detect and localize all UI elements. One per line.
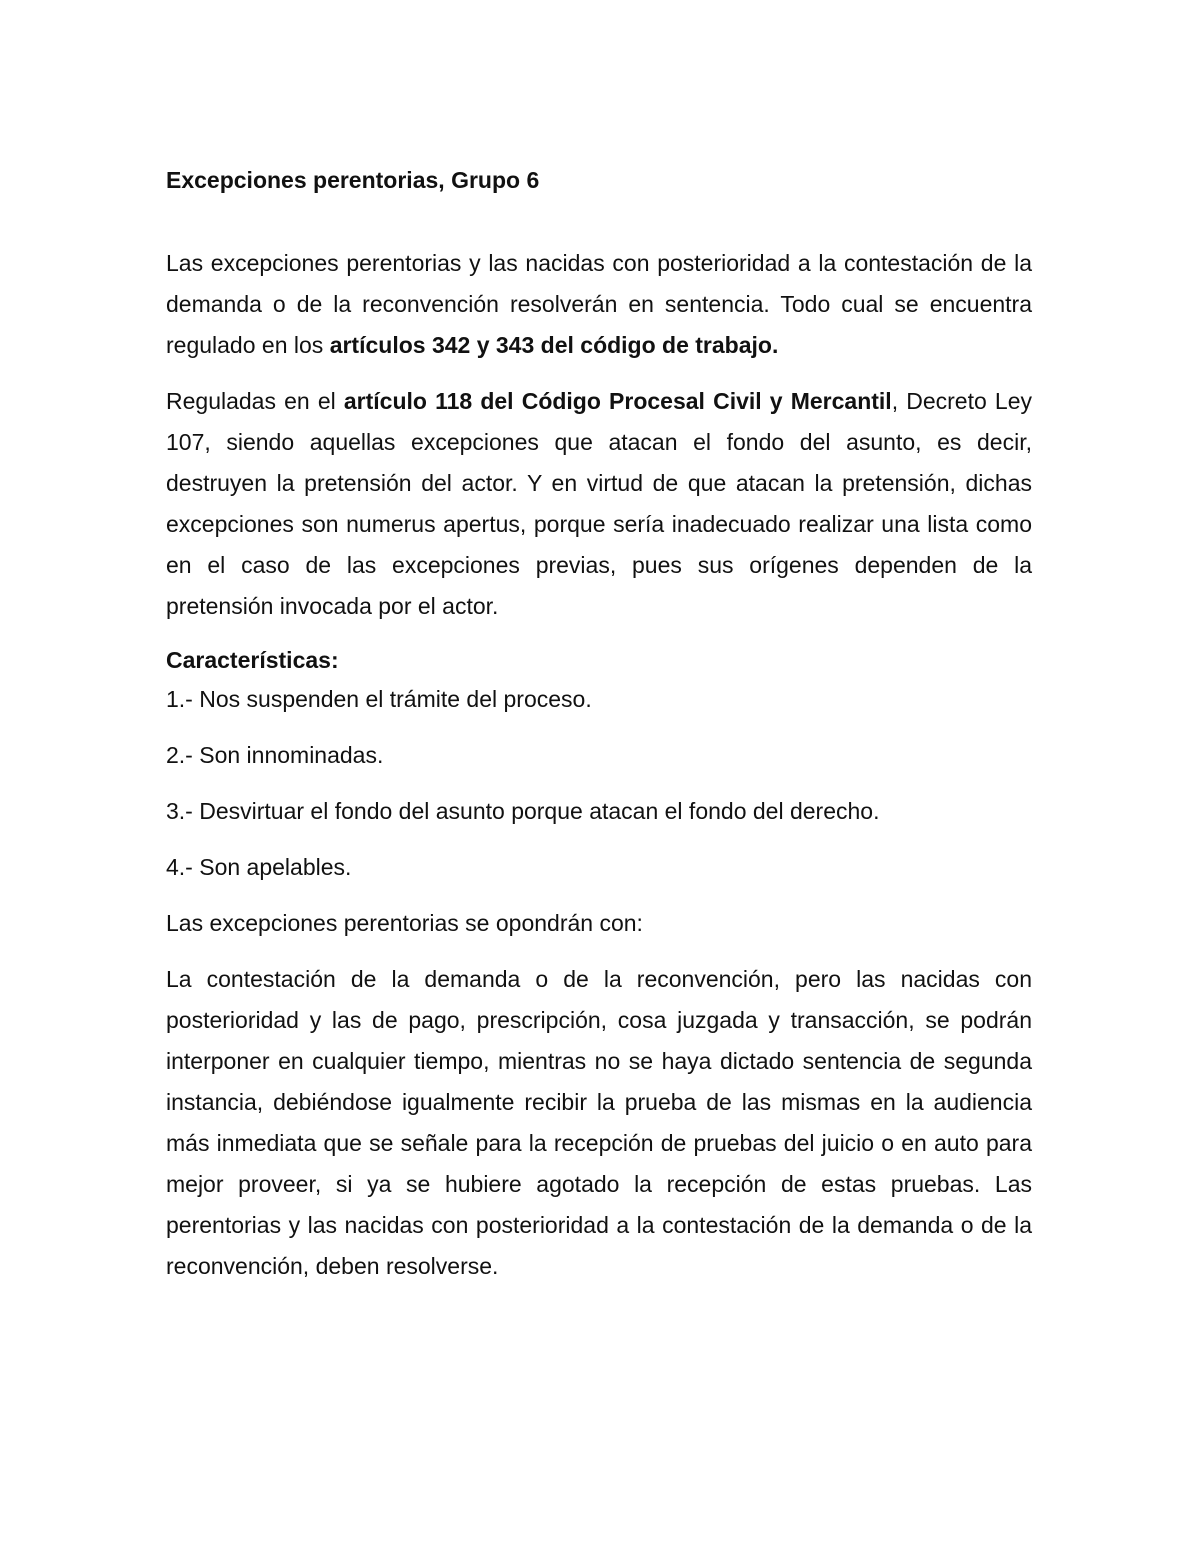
document-body (166, 160, 1032, 1287)
paragraph-2-bold: artículo 118 del Código Procesal Civil y Mercantil (343, 388, 892, 414)
intro-line: Las excepciones perentorias se opondrán con: (166, 910, 643, 936)
characteristic-item: 4.- Son apelables. (166, 854, 352, 880)
characteristics-heading: Características: (166, 647, 339, 673)
paragraph-2-text-before: Reguladas en el (166, 388, 344, 414)
characteristic-item: 2.- Son innominadas. (166, 742, 384, 768)
document-title: Excepciones perentorias, Grupo 6 (166, 167, 540, 193)
paragraph-1-text: Las excepciones perentorias y las nacidas con posterioridad a la contestación de la demanda o de la reconvención resolverán en sentencia. Todo cual se encuentra regulado en los (166, 250, 1032, 358)
characteristic-item: 3.- Desvirtuar el fondo del asunto porque atacan el fondo del derecho. (166, 798, 880, 824)
paragraph-1 (166, 243, 1032, 366)
characteristic-item: 1.- Nos suspenden el trámite del proceso. (166, 686, 592, 712)
final-paragraph: La contestación de la demanda o de la reconvención, pero las nacidas con posterioridad y las de pago, prescripción, cosa juzgada y transacción, se podrán interponer en cualquier tiempo, mientras no se haya dictado sentencia de segunda instancia, debiéndose igualmente recibir la prueba de las mismas en la audiencia más inmediata que se señale para la recepción de pruebas del juicio o en auto para mejor proveer, si ya se hubiere agotado la recepción de estas pruebas. Las perentorias y las nacidas con posterioridad a la contestación de la demanda o de la reconvención, deben resolverse. (166, 966, 1032, 1279)
paragraph-2-text-after: , Decreto Ley 107, siendo aquellas excepciones que atacan el fondo del asunto, es decir, destruyen la pretensión del actor. Y en virtud de que atacan la pretensión, dichas excepciones son numerus apertus, porque sería inadecuado realizar una lista como en el caso de las excepciones previas, pues sus orígenes dependen de la pretensión invocada por el actor. (166, 388, 1032, 619)
paragraph-1-bold: artículos 342 y 343 del código de trabajo. (329, 332, 779, 358)
paragraph-2 (166, 381, 1032, 627)
